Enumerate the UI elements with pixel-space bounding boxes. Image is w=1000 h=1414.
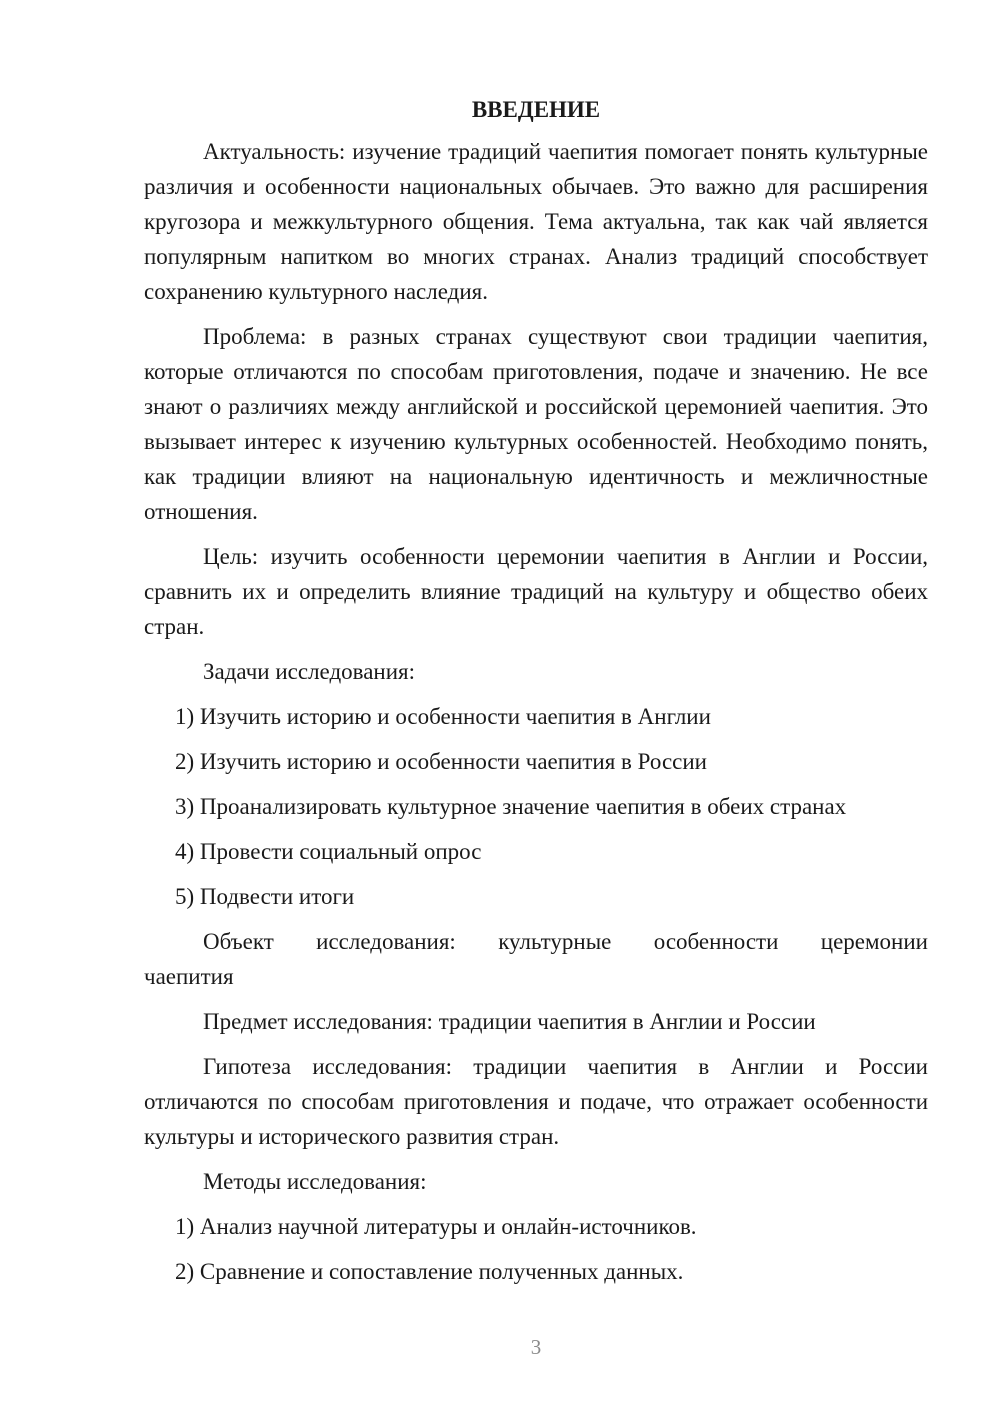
object-line-continuation: чаепития	[144, 964, 234, 989]
task-item: 4) Провести социальный опрос	[175, 839, 482, 864]
tasks-title: Задачи исследования:	[203, 659, 416, 684]
task-item: 2) Изучить историю и особенности чаепития в России	[175, 749, 707, 774]
problem-paragraph: Проблема: в разных странах существуют свои традиции чаепития, которые отличаются по способам приготовления, подаче и значению. Не все знают о различиях между английской и российской церемонией чаепития. Это вызывает интерес к изучению культурных особенностей. Необходимо понять, как традиции влияют на национальную идентичность и межличностные отношения.	[144, 324, 928, 524]
page-number: 3	[530, 1335, 542, 1359]
subject-paragraph: Предмет исследования: традиции чаепития в Англии и России	[203, 1009, 816, 1034]
task-item: 1) Изучить историю и особенности чаепития в Англии	[175, 704, 711, 729]
method-item: 1) Анализ научной литературы и онлайн-источников.	[175, 1214, 697, 1239]
methods-title: Методы исследования:	[203, 1169, 427, 1194]
method-item: 2) Сравнение и сопоставление полученных данных.	[175, 1259, 684, 1284]
page-content	[144, 95, 928, 1299]
object-line: Объект исследования: культурные особенности церемонии	[203, 929, 928, 954]
task-item: 3) Проанализировать культурное значение чаепития в обеих странах	[175, 794, 847, 819]
relevance-paragraph: Актуальность: изучение традиций чаепития помогает понять культурные различия и особенности национальных обычаев. Это важно для расширения кругозора и межкультурного общения. Тема актуальна, так как чай является популярным напитком во многих странах. Анализ традиций способствует сохранению культурного наследия.	[144, 139, 928, 304]
section-heading: ВВЕДЕНИЕ	[471, 97, 601, 122]
goal-paragraph: Цель: изучить особенности церемонии чаепития в Англии и России, сравнить их и определить влияние традиций на культуру и общество обеих стран.	[144, 544, 928, 639]
hypothesis-paragraph: Гипотеза исследования: традиции чаепития в Англии и России отличаются по способам приготовления и подаче, что отражает особенности культуры и исторического развития стран.	[144, 1054, 928, 1149]
task-item: 5) Подвести итоги	[175, 884, 355, 909]
